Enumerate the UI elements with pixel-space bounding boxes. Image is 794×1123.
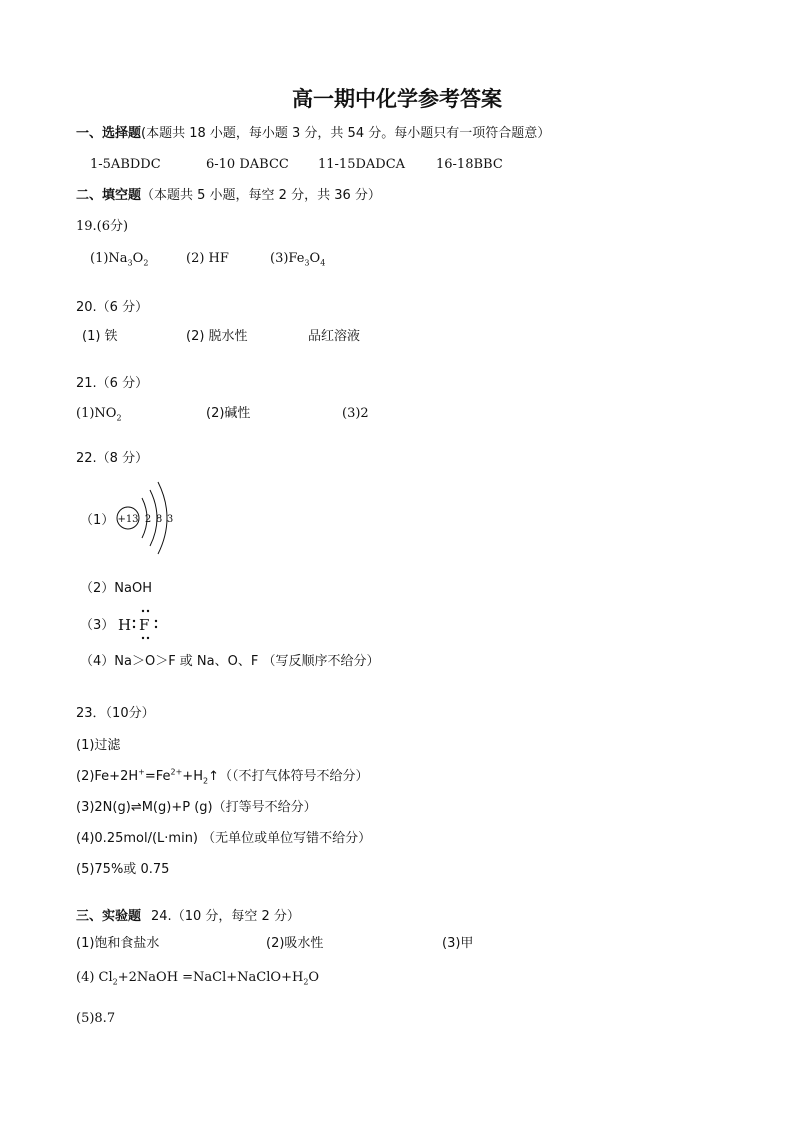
q24-answer-3: (3)甲 xyxy=(442,936,474,951)
section-3-desc: 24.（10 分，每空 2 分） xyxy=(151,909,300,924)
q24-answer-5: (5)8.7 xyxy=(76,1011,116,1026)
section-1-heading: 一、选择题 xyxy=(76,126,142,141)
q21-answer-1: $(1)NO_2$ xyxy=(76,406,122,423)
shell-2-count: 8 xyxy=(155,514,163,525)
lewis-h: H xyxy=(118,616,132,634)
page-title: 高一期中化学参考答案 xyxy=(292,87,502,111)
section-2-desc: （本题共 5 小题，每空 2 分，共 36 分） xyxy=(141,188,381,203)
q23-answer-5: (5)75%或 0.75 xyxy=(76,862,170,877)
q19-answer-1: $(1)Na_3O_2$ xyxy=(90,251,149,268)
nucleus-charge: +13 xyxy=(117,514,139,525)
q19-answer-3: $(3)Fe_3O_4$ xyxy=(270,251,326,268)
section-2-line xyxy=(76,188,381,204)
q19-heading: 19.(6分) xyxy=(76,219,129,234)
q21-answer-3: (3)2 xyxy=(342,406,369,421)
q24-answer-1: (1)饱和食盐水 xyxy=(76,936,160,951)
q20-answer-2: (2) 脱水性 xyxy=(186,329,248,344)
q20-answer-1: (1) 铁 xyxy=(82,329,118,344)
q24-answer-4: (4) $Cl_2+2NaOH$ $=NaCl+NaClO+H_2O$ xyxy=(76,970,320,987)
q22-answer-1-label: （1） xyxy=(80,513,115,528)
atom-structure-diagram xyxy=(108,478,188,558)
mc-answer-3: 11-15DADCA xyxy=(318,157,406,172)
q22-heading: 22.（8 分） xyxy=(76,451,149,466)
q19-answer-2: (2) HF xyxy=(186,251,229,266)
q22-answer-3-label: （3） xyxy=(80,618,115,633)
lewis-f: F xyxy=(139,616,150,634)
q22-answer-2: （2）NaOH xyxy=(80,581,152,596)
q24-answer-2: (2)吸水性 xyxy=(266,936,324,951)
q23-answer-2: $(2)Fe+2H^+=Fe^{2+}+H_2↑$（（不打气体符号不给分） xyxy=(76,767,369,786)
section-1-line xyxy=(76,126,550,142)
section-3-line xyxy=(76,909,300,925)
equilibrium-arrow: ⇌ xyxy=(130,800,142,815)
q23-answer-3: (3)2N(g)⇌M(g)+P (g)（打等号不给分） xyxy=(76,800,317,815)
lewis-structure-hf xyxy=(118,608,178,642)
q21-heading: 21.（6 分） xyxy=(76,376,149,391)
q23-heading: 23．（10分） xyxy=(76,706,155,721)
q23-answer-4: (4)0.25mol/(L·min) （无单位或单位写错不给分） xyxy=(76,831,372,846)
section-1-desc: (本题共 18 小题，每小题 3 分，共 54 分。每小题只有一项符合题意） xyxy=(141,126,551,141)
q23-answer-1: (1)过滤 xyxy=(76,738,121,753)
section-3-heading: 三、实验题 xyxy=(76,909,142,924)
mc-answer-1: 1-5ABDDC xyxy=(90,157,161,172)
q21-answer-2: (2)碱性 xyxy=(206,406,251,421)
section-2-heading: 二、填空题 xyxy=(76,188,142,203)
q20-answer-3: 品红溶液 xyxy=(308,329,361,344)
q20-heading: 20.（6 分） xyxy=(76,300,149,315)
shell-3-count: 3 xyxy=(166,514,174,525)
mc-answer-4: 16-18BBC xyxy=(436,157,503,172)
shell-1-count: 2 xyxy=(144,514,152,525)
mc-answer-2: 6-10 DABCC xyxy=(206,157,289,172)
q22-answer-4: （4）Na＞O＞F 或 Na、O、F （写反顺序不给分） xyxy=(80,654,380,669)
